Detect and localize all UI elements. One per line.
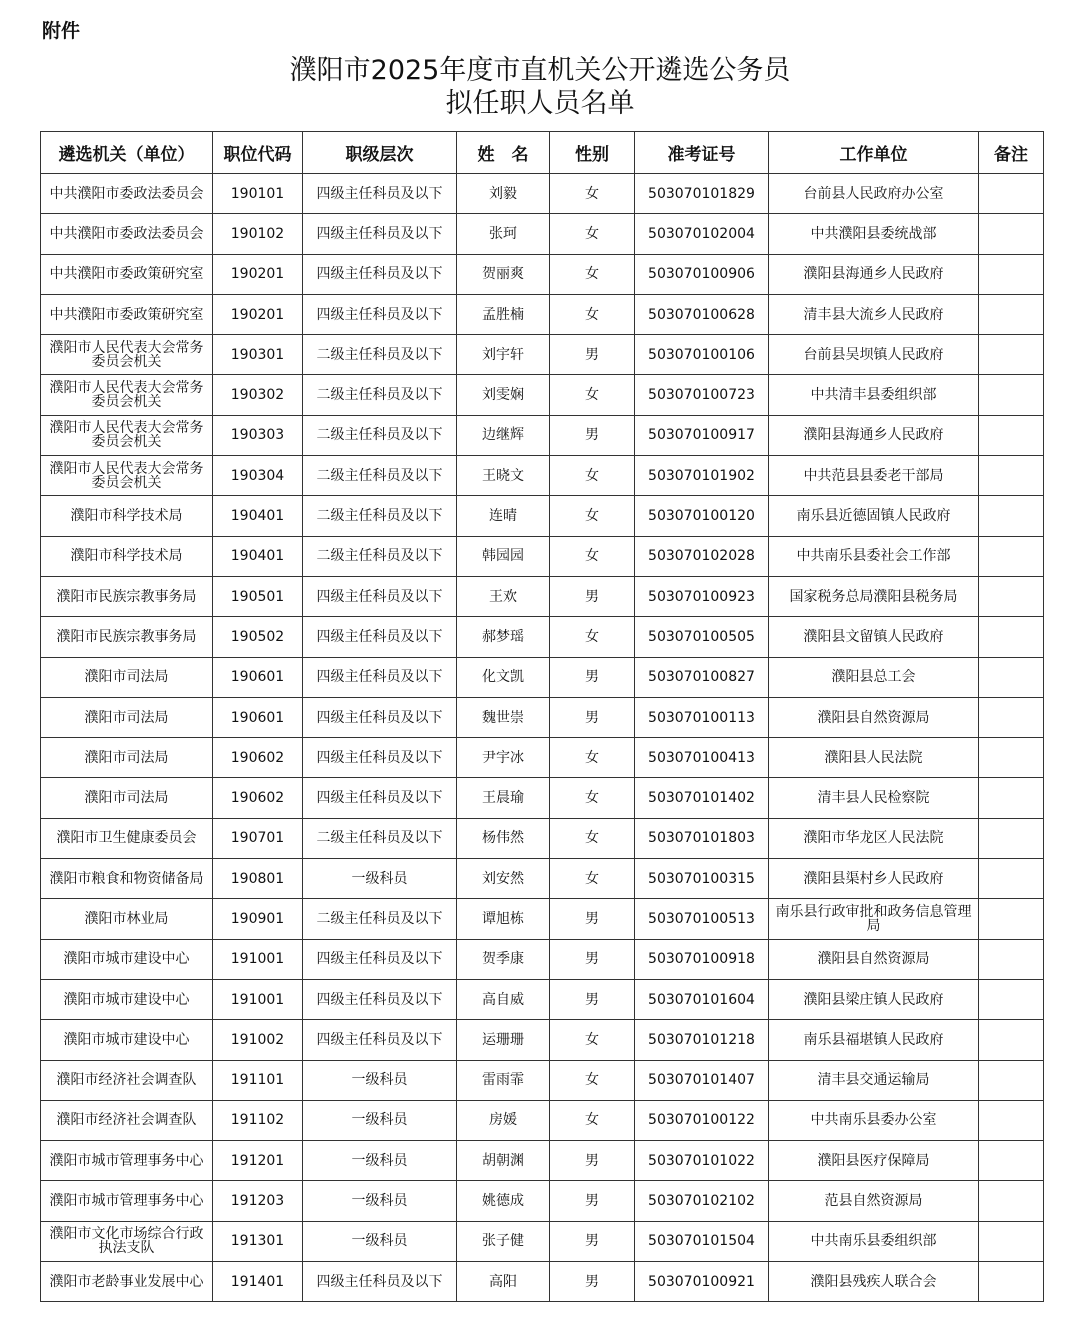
- ticket-number-cell: 503070100413: [635, 738, 769, 778]
- remarks-cell: [979, 456, 1044, 496]
- agency-cell: 濮阳市科学技术局: [41, 536, 213, 576]
- position-code-cell: 190601: [213, 697, 303, 737]
- name-cell: 郝梦瑶: [457, 617, 550, 657]
- ticket-number-cell: 503070102004: [635, 214, 769, 254]
- attachment-label: 附件: [42, 20, 81, 42]
- agency-cell: 濮阳市科学技术局: [41, 496, 213, 536]
- rank-level-cell: 四级主任科员及以下: [303, 294, 457, 334]
- gender-cell: 女: [550, 1060, 635, 1100]
- header-work-unit: 工作单位: [769, 132, 979, 174]
- table-row: [41, 859, 1044, 899]
- ticket-number-cell: 503070101803: [635, 818, 769, 858]
- ticket-number-cell: 503070100106: [635, 335, 769, 375]
- remarks-cell: [979, 818, 1044, 858]
- appointee-table: [40, 131, 1044, 1302]
- rank-level-cell: 四级主任科员及以下: [303, 1020, 457, 1060]
- agency-cell: 濮阳市司法局: [41, 657, 213, 697]
- rank-level-cell: 二级主任科员及以下: [303, 899, 457, 939]
- header-remarks: 备注: [979, 132, 1044, 174]
- gender-cell: 女: [550, 738, 635, 778]
- position-code-cell: 191101: [213, 1060, 303, 1100]
- agency-cell: 濮阳市司法局: [41, 738, 213, 778]
- header-rank-level: 职级层次: [303, 132, 457, 174]
- gender-cell: 男: [550, 1221, 635, 1261]
- ticket-number-cell: 503070100917: [635, 415, 769, 455]
- remarks-cell: [979, 1262, 1044, 1302]
- name-cell: 贺丽爽: [457, 254, 550, 294]
- remarks-cell: [979, 1020, 1044, 1060]
- name-cell: 高阳: [457, 1262, 550, 1302]
- table-row: [41, 617, 1044, 657]
- work-unit-cell: 台前县人民政府办公室: [769, 174, 979, 214]
- agency-cell: 濮阳市人民代表大会常务委员会机关: [41, 335, 213, 375]
- table-row: [41, 254, 1044, 294]
- name-cell: 孟胜楠: [457, 294, 550, 334]
- work-unit-cell: 濮阳县自然资源局: [769, 697, 979, 737]
- work-unit-cell: 中共范县县委老干部局: [769, 456, 979, 496]
- ticket-number-cell: 503070100628: [635, 294, 769, 334]
- gender-cell: 男: [550, 576, 635, 616]
- header-agency: 遴选机关（单位）: [41, 132, 213, 174]
- ticket-number-cell: 503070101829: [635, 174, 769, 214]
- remarks-cell: [979, 174, 1044, 214]
- name-cell: 王晓文: [457, 456, 550, 496]
- work-unit-cell: 南乐县行政审批和政务信息管理局: [769, 899, 979, 939]
- rank-level-cell: 一级科员: [303, 1060, 457, 1100]
- ticket-number-cell: 503070101407: [635, 1060, 769, 1100]
- position-code-cell: 190501: [213, 576, 303, 616]
- gender-cell: 女: [550, 174, 635, 214]
- position-code-cell: 190201: [213, 294, 303, 334]
- ticket-number-cell: 503070100113: [635, 697, 769, 737]
- gender-cell: 女: [550, 375, 635, 415]
- ticket-number-cell: 503070100315: [635, 859, 769, 899]
- rank-level-cell: 四级主任科员及以下: [303, 697, 457, 737]
- remarks-cell: [979, 335, 1044, 375]
- name-cell: 谭旭栋: [457, 899, 550, 939]
- remarks-cell: [979, 496, 1044, 536]
- table-row: [41, 174, 1044, 214]
- position-code-cell: 191002: [213, 1020, 303, 1060]
- agency-cell: 濮阳市城市建设中心: [41, 939, 213, 979]
- gender-cell: 男: [550, 1141, 635, 1181]
- remarks-cell: [979, 1100, 1044, 1140]
- remarks-cell: [979, 657, 1044, 697]
- ticket-number-cell: 503070102102: [635, 1181, 769, 1221]
- ticket-number-cell: 503070101218: [635, 1020, 769, 1060]
- remarks-cell: [979, 294, 1044, 334]
- work-unit-cell: 台前县吴坝镇人民政府: [769, 335, 979, 375]
- name-cell: 运珊珊: [457, 1020, 550, 1060]
- remarks-cell: [979, 214, 1044, 254]
- agency-cell: 濮阳市人民代表大会常务委员会机关: [41, 375, 213, 415]
- name-cell: 姚德成: [457, 1181, 550, 1221]
- ticket-number-cell: 503070101504: [635, 1221, 769, 1261]
- document-subtitle: 拟任职人员名单: [445, 88, 635, 119]
- name-cell: 王晨瑜: [457, 778, 550, 818]
- remarks-cell: [979, 375, 1044, 415]
- agency-cell: 濮阳市城市管理事务中心: [41, 1141, 213, 1181]
- remarks-cell: [979, 939, 1044, 979]
- gender-cell: 女: [550, 818, 635, 858]
- ticket-number-cell: 503070100906: [635, 254, 769, 294]
- rank-level-cell: 一级科员: [303, 1100, 457, 1140]
- position-code-cell: 191102: [213, 1100, 303, 1140]
- ticket-number-cell: 503070101902: [635, 456, 769, 496]
- table-row: [41, 576, 1044, 616]
- rank-level-cell: 四级主任科员及以下: [303, 214, 457, 254]
- ticket-number-cell: 503070100723: [635, 375, 769, 415]
- table-row: [41, 979, 1044, 1019]
- table-row: [41, 335, 1044, 375]
- rank-level-cell: 二级主任科员及以下: [303, 375, 457, 415]
- document-title: 濮阳市2025年度市直机关公开遴选公务员: [289, 55, 791, 86]
- gender-cell: 男: [550, 657, 635, 697]
- remarks-cell: [979, 576, 1044, 616]
- ticket-number-cell: 503070100122: [635, 1100, 769, 1140]
- position-code-cell: 190701: [213, 818, 303, 858]
- gender-cell: 男: [550, 1262, 635, 1302]
- position-code-cell: 190102: [213, 214, 303, 254]
- rank-level-cell: 一级科员: [303, 1181, 457, 1221]
- table-header-row: [41, 132, 1044, 174]
- remarks-cell: [979, 738, 1044, 778]
- agency-cell: 中共濮阳市委政法委员会: [41, 214, 213, 254]
- ticket-number-cell: 503070101402: [635, 778, 769, 818]
- table-row: [41, 294, 1044, 334]
- position-code-cell: 191201: [213, 1141, 303, 1181]
- work-unit-cell: 中共南乐县委办公室: [769, 1100, 979, 1140]
- position-code-cell: 191001: [213, 939, 303, 979]
- name-cell: 魏世崇: [457, 697, 550, 737]
- agency-cell: 濮阳市司法局: [41, 697, 213, 737]
- position-code-cell: 190101: [213, 174, 303, 214]
- position-code-cell: 191401: [213, 1262, 303, 1302]
- rank-level-cell: 一级科员: [303, 1141, 457, 1181]
- work-unit-cell: 国家税务总局濮阳县税务局: [769, 576, 979, 616]
- gender-cell: 男: [550, 979, 635, 1019]
- remarks-cell: [979, 1181, 1044, 1221]
- table-row: [41, 496, 1044, 536]
- position-code-cell: 190901: [213, 899, 303, 939]
- gender-cell: 男: [550, 899, 635, 939]
- rank-level-cell: 二级主任科员及以下: [303, 415, 457, 455]
- gender-cell: 男: [550, 335, 635, 375]
- name-cell: 高自威: [457, 979, 550, 1019]
- rank-level-cell: 四级主任科员及以下: [303, 778, 457, 818]
- ticket-number-cell: 503070100921: [635, 1262, 769, 1302]
- name-cell: 张珂: [457, 214, 550, 254]
- table-row: [41, 415, 1044, 455]
- table-row: [41, 818, 1044, 858]
- name-cell: 杨伟然: [457, 818, 550, 858]
- table-row: [41, 214, 1044, 254]
- position-code-cell: 190304: [213, 456, 303, 496]
- agency-cell: 濮阳市民族宗教事务局: [41, 617, 213, 657]
- agency-cell: 濮阳市城市管理事务中心: [41, 1181, 213, 1221]
- table-row: [41, 1100, 1044, 1140]
- work-unit-cell: 濮阳县残疾人联合会: [769, 1262, 979, 1302]
- agency-cell: 濮阳市经济社会调查队: [41, 1060, 213, 1100]
- agency-cell: 濮阳市司法局: [41, 778, 213, 818]
- remarks-cell: [979, 1221, 1044, 1261]
- gender-cell: 女: [550, 456, 635, 496]
- ticket-number-cell: 503070100505: [635, 617, 769, 657]
- table-row: [41, 1060, 1044, 1100]
- rank-level-cell: 四级主任科员及以下: [303, 1262, 457, 1302]
- agency-cell: 濮阳市经济社会调查队: [41, 1100, 213, 1140]
- header-name: 姓 名: [457, 132, 550, 174]
- work-unit-cell: 南乐县近德固镇人民政府: [769, 496, 979, 536]
- table-row: [41, 375, 1044, 415]
- position-code-cell: 190302: [213, 375, 303, 415]
- name-cell: 胡朝渊: [457, 1141, 550, 1181]
- rank-level-cell: 四级主任科员及以下: [303, 254, 457, 294]
- position-code-cell: 190201: [213, 254, 303, 294]
- remarks-cell: [979, 899, 1044, 939]
- table-row: [41, 697, 1044, 737]
- work-unit-cell: 濮阳县梁庄镇人民政府: [769, 979, 979, 1019]
- header-gender: 性别: [550, 132, 635, 174]
- agency-cell: 濮阳市城市建设中心: [41, 1020, 213, 1060]
- remarks-cell: [979, 254, 1044, 294]
- name-cell: 刘宇轩: [457, 335, 550, 375]
- ticket-number-cell: 503070100120: [635, 496, 769, 536]
- rank-level-cell: 二级主任科员及以下: [303, 536, 457, 576]
- gender-cell: 男: [550, 1181, 635, 1221]
- table-body: [41, 174, 1044, 1302]
- rank-level-cell: 二级主任科员及以下: [303, 456, 457, 496]
- agency-cell: 濮阳市民族宗教事务局: [41, 576, 213, 616]
- rank-level-cell: 四级主任科员及以下: [303, 939, 457, 979]
- agency-cell: 濮阳市城市建设中心: [41, 979, 213, 1019]
- rank-level-cell: 二级主任科员及以下: [303, 496, 457, 536]
- work-unit-cell: 清丰县人民检察院: [769, 778, 979, 818]
- name-cell: 刘毅: [457, 174, 550, 214]
- remarks-cell: [979, 697, 1044, 737]
- remarks-cell: [979, 778, 1044, 818]
- position-code-cell: 190601: [213, 657, 303, 697]
- table-row: [41, 1262, 1044, 1302]
- table-row: [41, 1141, 1044, 1181]
- work-unit-cell: 清丰县大流乡人民政府: [769, 294, 979, 334]
- name-cell: 连晴: [457, 496, 550, 536]
- position-code-cell: 190602: [213, 778, 303, 818]
- rank-level-cell: 二级主任科员及以下: [303, 335, 457, 375]
- ticket-number-cell: 503070100918: [635, 939, 769, 979]
- position-code-cell: 191203: [213, 1181, 303, 1221]
- rank-level-cell: 四级主任科员及以下: [303, 979, 457, 1019]
- gender-cell: 女: [550, 778, 635, 818]
- agency-cell: 濮阳市卫生健康委员会: [41, 818, 213, 858]
- work-unit-cell: 濮阳县海通乡人民政府: [769, 415, 979, 455]
- gender-cell: 女: [550, 1100, 635, 1140]
- rank-level-cell: 四级主任科员及以下: [303, 738, 457, 778]
- work-unit-cell: 南乐县福堪镇人民政府: [769, 1020, 979, 1060]
- gender-cell: 女: [550, 536, 635, 576]
- work-unit-cell: 濮阳市华龙区人民法院: [769, 818, 979, 858]
- work-unit-cell: 中共南乐县委组织部: [769, 1221, 979, 1261]
- work-unit-cell: 濮阳县自然资源局: [769, 939, 979, 979]
- rank-level-cell: 四级主任科员及以下: [303, 174, 457, 214]
- ticket-number-cell: 503070100827: [635, 657, 769, 697]
- position-code-cell: 191301: [213, 1221, 303, 1261]
- work-unit-cell: 清丰县交通运输局: [769, 1060, 979, 1100]
- table-row: [41, 536, 1044, 576]
- name-cell: 刘安然: [457, 859, 550, 899]
- position-code-cell: 191001: [213, 979, 303, 1019]
- position-code-cell: 190502: [213, 617, 303, 657]
- name-cell: 化文凯: [457, 657, 550, 697]
- position-code-cell: 190602: [213, 738, 303, 778]
- work-unit-cell: 濮阳县渠村乡人民政府: [769, 859, 979, 899]
- name-cell: 张子健: [457, 1221, 550, 1261]
- work-unit-cell: 濮阳县总工会: [769, 657, 979, 697]
- remarks-cell: [979, 859, 1044, 899]
- name-cell: 边继辉: [457, 415, 550, 455]
- position-code-cell: 190401: [213, 536, 303, 576]
- table-row: [41, 778, 1044, 818]
- agency-cell: 濮阳市人民代表大会常务委员会机关: [41, 415, 213, 455]
- work-unit-cell: 濮阳县医疗保障局: [769, 1141, 979, 1181]
- work-unit-cell: 濮阳县海通乡人民政府: [769, 254, 979, 294]
- ticket-number-cell: 503070100513: [635, 899, 769, 939]
- rank-level-cell: 四级主任科员及以下: [303, 657, 457, 697]
- gender-cell: 男: [550, 415, 635, 455]
- position-code-cell: 190401: [213, 496, 303, 536]
- remarks-cell: [979, 1060, 1044, 1100]
- agency-cell: 濮阳市林业局: [41, 899, 213, 939]
- remarks-cell: [979, 979, 1044, 1019]
- table-row: [41, 1181, 1044, 1221]
- gender-cell: 女: [550, 1020, 635, 1060]
- name-cell: 雷雨霏: [457, 1060, 550, 1100]
- agency-cell: 中共濮阳市委政法委员会: [41, 174, 213, 214]
- table-row: [41, 456, 1044, 496]
- gender-cell: 女: [550, 859, 635, 899]
- ticket-number-cell: 503070101022: [635, 1141, 769, 1181]
- agency-cell: 濮阳市粮食和物资储备局: [41, 859, 213, 899]
- table-row: [41, 939, 1044, 979]
- ticket-number-cell: 503070102028: [635, 536, 769, 576]
- ticket-number-cell: 503070100923: [635, 576, 769, 616]
- position-code-cell: 190801: [213, 859, 303, 899]
- work-unit-cell: 濮阳县人民法院: [769, 738, 979, 778]
- work-unit-cell: 范县自然资源局: [769, 1181, 979, 1221]
- rank-level-cell: 一级科员: [303, 1221, 457, 1261]
- gender-cell: 女: [550, 496, 635, 536]
- agency-cell: 中共濮阳市委政策研究室: [41, 254, 213, 294]
- remarks-cell: [979, 415, 1044, 455]
- agency-cell: 濮阳市文化市场综合行政执法支队: [41, 1221, 213, 1261]
- gender-cell: 男: [550, 697, 635, 737]
- agency-cell: 濮阳市人民代表大会常务委员会机关: [41, 456, 213, 496]
- position-code-cell: 190303: [213, 415, 303, 455]
- remarks-cell: [979, 536, 1044, 576]
- table-row: [41, 1221, 1044, 1261]
- table-row: [41, 657, 1044, 697]
- header-position-code: 职位代码: [213, 132, 303, 174]
- rank-level-cell: 四级主任科员及以下: [303, 617, 457, 657]
- gender-cell: 女: [550, 294, 635, 334]
- position-code-cell: 190301: [213, 335, 303, 375]
- name-cell: 尹宇冰: [457, 738, 550, 778]
- rank-level-cell: 一级科员: [303, 859, 457, 899]
- gender-cell: 女: [550, 214, 635, 254]
- name-cell: 刘雯娴: [457, 375, 550, 415]
- name-cell: 房媛: [457, 1100, 550, 1140]
- remarks-cell: [979, 617, 1044, 657]
- agency-cell: 中共濮阳市委政策研究室: [41, 294, 213, 334]
- table-row: [41, 738, 1044, 778]
- ticket-number-cell: 503070101604: [635, 979, 769, 1019]
- work-unit-cell: 中共清丰县委组织部: [769, 375, 979, 415]
- work-unit-cell: 濮阳县文留镇人民政府: [769, 617, 979, 657]
- agency-cell: 濮阳市老龄事业发展中心: [41, 1262, 213, 1302]
- work-unit-cell: 中共南乐县委社会工作部: [769, 536, 979, 576]
- gender-cell: 男: [550, 939, 635, 979]
- table-row: [41, 1020, 1044, 1060]
- rank-level-cell: 四级主任科员及以下: [303, 576, 457, 616]
- work-unit-cell: 中共濮阳县委统战部: [769, 214, 979, 254]
- name-cell: 王欢: [457, 576, 550, 616]
- gender-cell: 女: [550, 617, 635, 657]
- name-cell: 贺季康: [457, 939, 550, 979]
- table-row: [41, 899, 1044, 939]
- rank-level-cell: 二级主任科员及以下: [303, 818, 457, 858]
- header-ticket-number: 准考证号: [635, 132, 769, 174]
- gender-cell: 女: [550, 254, 635, 294]
- name-cell: 韩园园: [457, 536, 550, 576]
- remarks-cell: [979, 1141, 1044, 1181]
